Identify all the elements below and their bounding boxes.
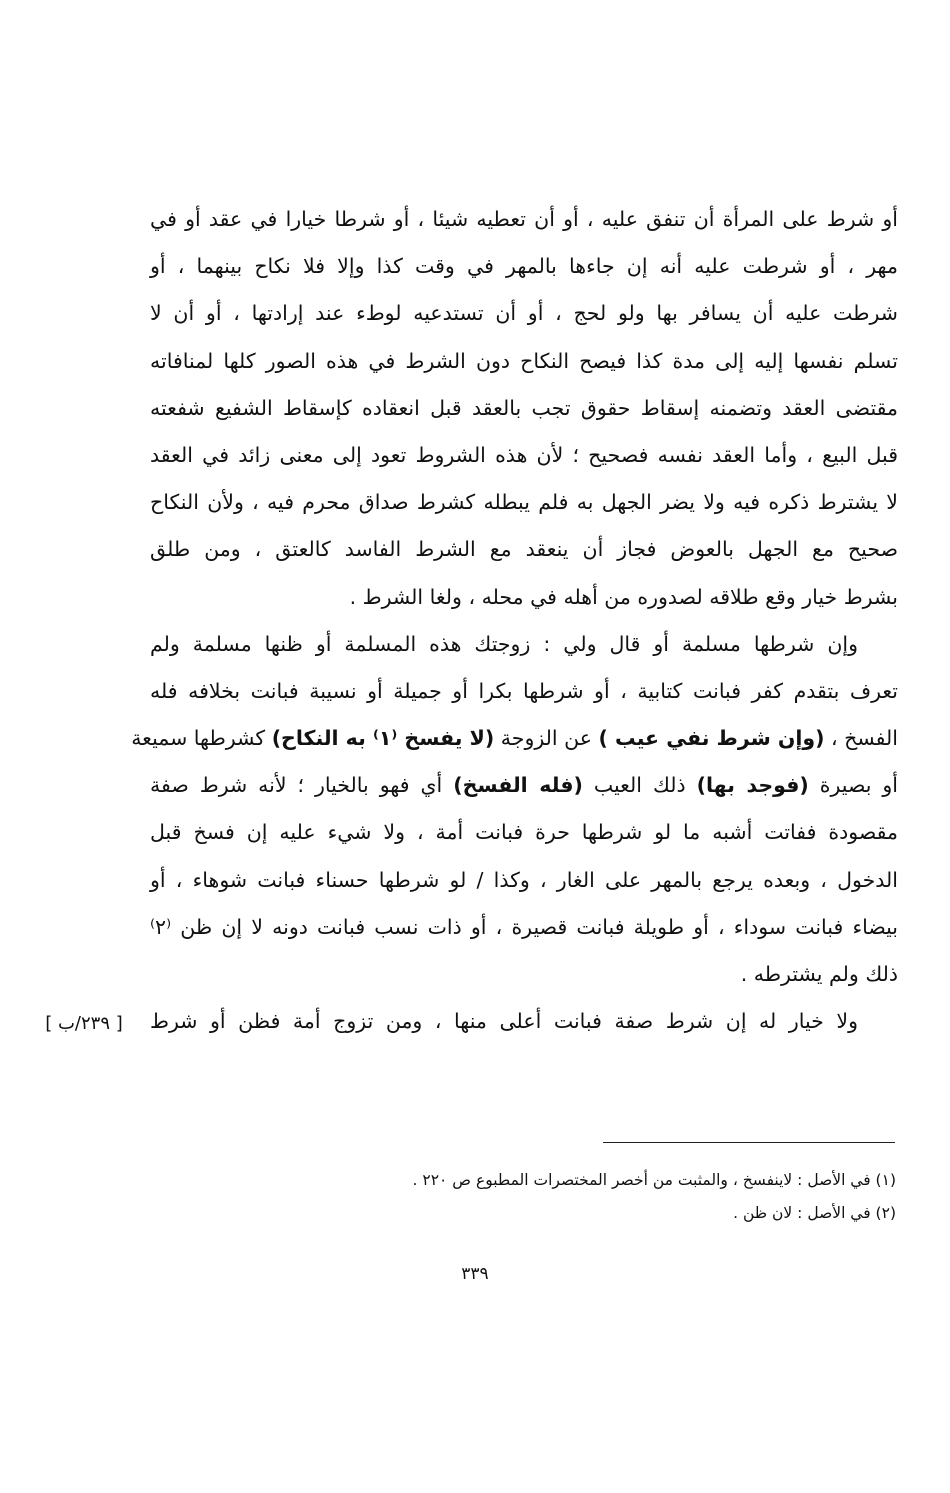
text-line-6: قبل البيع ، وأما العقد نفسه فصحيح ؛ لأن هذه الشروط تعود إلى معنى زائد في العقد xyxy=(150,442,898,467)
text-line-1: أو شرط على المرأة أن تنفق عليه ، أو أن تعطيه شيئا ، أو شرطا خيارا في عقد أو في xyxy=(150,207,898,231)
matn-phrase-2: (لا يفسخ ⁽١⁾ به النكاح) xyxy=(271,726,495,751)
text-line-5: مقتضى العقد وتضمنه إسقاط حقوق تجب بالعقد قبل انعقاده كإسقاط الشفيع شفعته xyxy=(150,395,898,420)
page-number: ٣٣٩ xyxy=(461,1264,489,1284)
text-line-13 xyxy=(150,762,898,809)
matn-phrase-1: (وإن شرط نفي عيب ) xyxy=(598,726,825,751)
footnotes-block xyxy=(300,1164,896,1230)
line12-text-3: كشرطها سميعة xyxy=(131,726,272,751)
footnote-2: (٢) في الأصل : لان ظن . xyxy=(733,1204,896,1222)
line12-text: الفسخ ، xyxy=(824,726,898,751)
text-line-15: الدخول ، وبعده يرجع بالمهر على الغار ، وكذا / لو شرطها حسناء فبانت شوهاء ، أو xyxy=(150,867,898,892)
text-line-10: وإن شرطها مسلمة أو قال ولي : زوجتك هذه المسلمة أو ظنها مسلمة ولم xyxy=(150,631,858,656)
line12-text-2: عن الزوجة xyxy=(494,726,599,751)
text-line-4: تسلم نفسها إليه إلى مدة كذا فيصح النكاح دون الشرط في هذه الصور كلها لمنافاته xyxy=(150,348,898,373)
text-line-18: ولا خيار له إن شرط صفة فبانت أعلى منها ، ومن تزوج أمة فظن أو شرط xyxy=(150,1009,858,1034)
manuscript-folio-marker: [ ٢٣٩/ب ] xyxy=(45,1013,123,1034)
line13-text-2: ذلك العيب xyxy=(582,773,697,798)
matn-phrase-4: (فله الفسخ) xyxy=(453,773,583,798)
text-line-8: صحيح مع الجهل بالعوض فجاز أن ينعقد مع الشرط الفاسد كالعتق ، ومن طلق xyxy=(150,537,898,562)
footnote-separator xyxy=(603,1142,895,1143)
text-line-9: بشرط خيار وقع طلاقه لصدوره من أهله في محله ، ولغا الشرط . xyxy=(349,584,898,609)
footnote-1: (١) في الأصل : لاينفسخ ، والمثبت من أخصر المختصرات المطبوع ص ٢٢٠ . xyxy=(412,1171,896,1189)
text-line-17: ذلك ولم يشترطه . xyxy=(740,962,898,986)
text-line-16: بيضاء فبانت سوداء ، أو طويلة فبانت قصيرة ، أو ذات نسب فبانت دونه لا إن ظن ⁽٢⁾ xyxy=(150,914,898,939)
line13-text: أو بصيرة xyxy=(808,773,898,798)
text-line-3: شرطت عليه أن يسافر بها ولو لحج ، أو أن تستدعيه لوطء عند إرادتها ، أو أن لا xyxy=(150,301,898,326)
line13-text-3: أي فهو بالخيار ؛ لأنه شرط صفة xyxy=(150,773,454,798)
text-line-12 xyxy=(131,715,898,762)
text-line-14: مقصودة ففاتت أشبه ما لو شرطها حرة فبانت أمة ، ولا شيء عليه إن فسخ قبل xyxy=(150,820,898,845)
text-line-11: تعرف بتقدم كفر فبانت كتابية ، أو شرطها بكرا أو جميلة أو نسيبة فبانت بخلافه فله xyxy=(150,678,898,703)
matn-phrase-3: (فوجد بها) xyxy=(696,773,809,798)
main-text-block xyxy=(131,196,898,1045)
text-line-2: مهر ، أو شرطت عليه أنه إن جاءها بالمهر في وقت كذا وإلا فلا نكاح بينهما ، أو xyxy=(150,254,898,279)
text-line-7: لا يشترط ذكره فيه ولا يضر الجهل به فلم يبطله كشرط صداق محرم فيه ، ولأن النكاح xyxy=(150,490,898,515)
